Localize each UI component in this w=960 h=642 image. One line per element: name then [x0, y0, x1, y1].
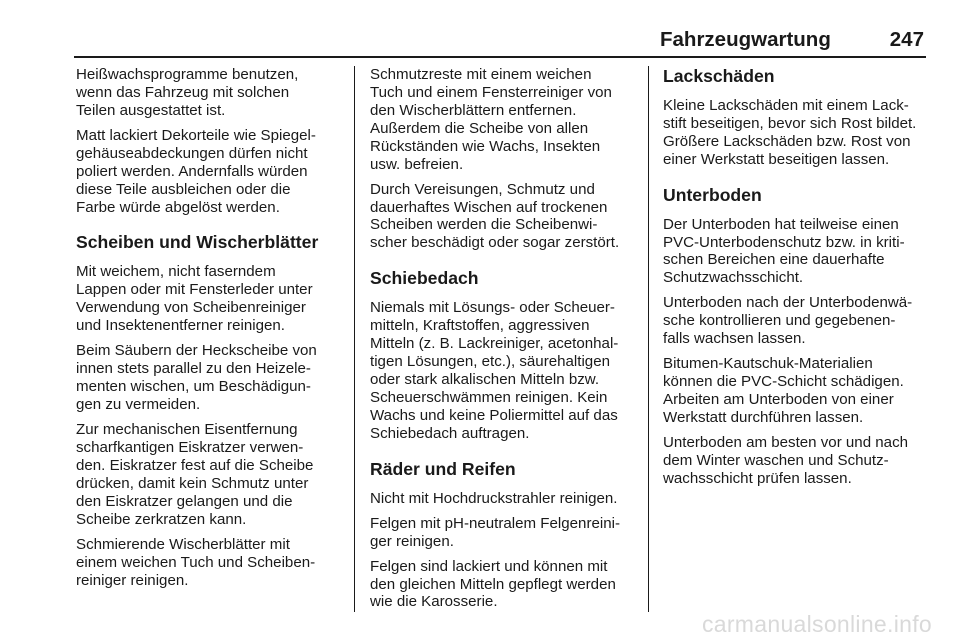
text-line: mitteln, Kraftstoffen, aggressiven — [370, 317, 590, 335]
text-line: Lappen oder mit Fensterleder unter — [76, 281, 313, 299]
text-line: wie die Karosserie. — [370, 593, 498, 611]
text-line: den Wischerblättern entfernen. — [370, 101, 577, 119]
text-line: den gleichen Mitteln gepflegt werden — [370, 575, 616, 593]
paragraph — [76, 342, 344, 414]
text-line: Der Unterboden hat teilweise einen — [663, 215, 899, 233]
section-heading — [370, 459, 638, 479]
text-line: den. Eiskratzer fest auf die Scheibe — [76, 456, 314, 474]
text-line: Matt lackiert Dekorteile wie Spiegel- — [76, 126, 316, 144]
text-line: dauerhaftes Wischen auf trockenen — [370, 198, 608, 216]
text-line: Teilen ausgestattet ist. — [76, 101, 226, 119]
text-line: Werkstatt durchführen lassen. — [663, 409, 864, 427]
paragraph — [76, 66, 344, 120]
text-line: einem weichen Tuch und Scheiben- — [76, 553, 316, 571]
text-line: Farbe würde abgelöst werden. — [76, 198, 280, 216]
text-line: poliert werden. Andernfalls würden — [76, 162, 308, 180]
text-line: Wachs und keine Poliermittel auf das — [370, 406, 618, 424]
text-line: Schutzwachsschicht. — [663, 269, 804, 287]
text-line: Heißwachsprogramme benutzen, — [76, 66, 299, 83]
text-line: tigen Lösungen, etc.), säurehaltigen — [370, 352, 610, 370]
text-line: schen Bereichen eine dauerhafte — [663, 251, 885, 269]
text-column-3 — [663, 66, 931, 495]
text-line: Scheiben werden die Scheibenwi- — [370, 216, 598, 234]
text-line: Niemals mit Lösungs- oder Scheuer- — [370, 299, 615, 317]
header-rule — [74, 56, 926, 58]
paragraph — [76, 536, 344, 590]
paragraph — [370, 558, 638, 612]
text-line: innen stets parallel zu den Heizele- — [76, 360, 311, 378]
text-line: falls wachsen lassen. — [663, 330, 806, 348]
text-line: den Eiskratzer gelangen und die — [76, 492, 293, 510]
paragraph — [663, 434, 931, 488]
text-line: Größere Lackschäden bzw. Rost von — [663, 132, 911, 150]
column-divider-2 — [648, 66, 649, 612]
paragraph — [76, 421, 344, 528]
paragraph — [663, 97, 931, 169]
text-line: scher beschädigt oder sogar zerstört. — [370, 234, 620, 252]
text-line: Rückständen wie Wachs, Insekten — [370, 137, 601, 155]
text-line: sche kontrollieren und gegebenen- — [663, 312, 896, 330]
text-line: Schiebedach — [370, 268, 479, 289]
text-line: PVC-Unterbodenschutz bzw. in kriti- — [663, 233, 905, 251]
section-heading — [76, 232, 344, 252]
text-line: dem Winter waschen und Schutz- — [663, 452, 889, 470]
text-line: reiniger reinigen. — [76, 571, 189, 589]
text-line: wachsschicht prüfen lassen. — [663, 469, 852, 487]
text-line: Scheibe zerkratzen kann. — [76, 510, 247, 528]
page-title: Fahrzeugwartung — [660, 28, 831, 51]
text-line: Kleine Lackschäden mit einem Lack- — [663, 97, 909, 114]
text-line: können die PVC-Schicht schädigen. — [663, 373, 904, 391]
text-line: ger reinigen. — [370, 532, 454, 550]
text-line: Unterboden nach der Unterbodenwä- — [663, 294, 913, 312]
text-line: Felgen sind lackiert und können mit — [370, 557, 608, 575]
section-heading — [663, 185, 931, 205]
text-line: Zur mechanischen Eisentfernung — [76, 421, 298, 439]
paragraph — [370, 181, 638, 253]
text-line: drücken, damit kein Schmutz unter — [76, 474, 309, 492]
paragraph — [76, 263, 344, 335]
text-line: Schmierende Wischerblätter mit — [76, 535, 290, 553]
text-line: oder stark alkalischen Mitteln bzw. — [370, 370, 600, 388]
text-line: usw. befreien. — [370, 155, 464, 173]
text-line: Schmutzreste mit einem weichen — [370, 66, 592, 83]
text-line: Unterboden — [663, 184, 762, 205]
text-line: Räder und Reifen — [370, 458, 516, 479]
text-line: einer Werkstatt beseitigen lassen. — [663, 150, 890, 168]
text-column-1 — [76, 66, 344, 597]
watermark-text: carmanualsonline.info — [701, 611, 932, 637]
text-line: Schiebedach auftragen. — [370, 424, 530, 442]
section-heading — [370, 268, 638, 288]
paragraph — [370, 66, 638, 173]
text-line: Mitteln (z. B. Lackreiniger, acetonhal- — [370, 335, 619, 353]
text-line: Bitumen-Kautschuk-Materialien — [663, 355, 873, 373]
column-divider-1 — [354, 66, 355, 612]
text-line: Scheuerschwämmen reinigen. Kein — [370, 388, 608, 406]
paragraph — [370, 299, 638, 442]
text-line: scharfkantigen Eiskratzer verwen- — [76, 438, 304, 456]
text-line: Außerdem die Scheibe von allen — [370, 119, 589, 137]
paragraph — [663, 355, 931, 427]
text-column-2 — [370, 66, 638, 619]
text-line: Lackschäden — [663, 66, 775, 86]
text-line: Scheiben und Wischerblätter — [76, 232, 319, 253]
text-line: gen zu vermeiden. — [76, 395, 201, 413]
text-line: menten wischen, um Beschädigun- — [76, 378, 311, 396]
text-line: Arbeiten am Unterboden von einer — [663, 391, 894, 409]
text-line: Beim Säubern der Heckscheibe von — [76, 342, 317, 360]
paragraph — [663, 294, 931, 348]
paragraph — [663, 216, 931, 288]
text-line: Durch Vereisungen, Schmutz und — [370, 180, 595, 198]
paragraph — [370, 490, 638, 508]
paragraph — [76, 127, 344, 217]
text-line: Unterboden am besten vor und nach — [663, 434, 909, 452]
text-line: wenn das Fahrzeug mit solchen — [76, 83, 290, 101]
text-line: Felgen mit pH-neutralem Felgenreini- — [370, 514, 620, 532]
text-line: Verwendung von Scheibenreiniger — [76, 299, 306, 317]
text-line: gehäuseabdeckungen dürfen nicht — [76, 144, 308, 162]
text-line: Mit weichem, nicht faserndem — [76, 263, 276, 281]
text-line: Nicht mit Hochdruckstrahler reinigen. — [370, 489, 618, 507]
text-line: Tuch und einem Fensterreiniger von — [370, 83, 612, 101]
text-line: stift beseitigen, bevor sich Rost bildet. — [663, 114, 917, 132]
text-line: und Insektenentferner reinigen. — [76, 317, 285, 335]
page-number: 247 — [889, 28, 924, 51]
text-line: diese Teile ausbleichen oder die — [76, 180, 291, 198]
paragraph — [370, 515, 638, 551]
section-heading — [663, 66, 931, 86]
